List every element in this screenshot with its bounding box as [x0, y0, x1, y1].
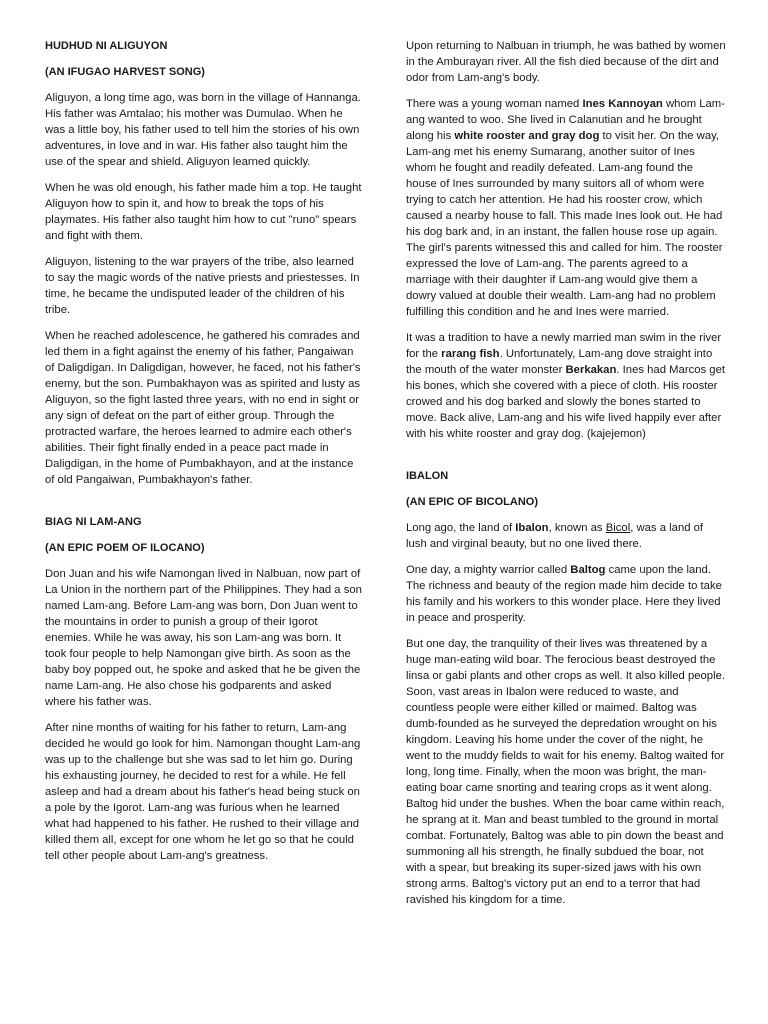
biag-paragraph-1: Don Juan and his wife Namongan lived in Nalbuan, now part of La Union in the northern part of the Philippines. They had a son named Lam-ang. Before Lam-ang was born, Don Juan went to the mountains in order to punish a group of their Igorot enemies. While he was away, his son Lam-ang was born. It took four people to help Namongan give birth. As soon as the baby boy popped out, he spoke and asked that he be given the name Lam-ang. He also chose his godparents and asked where his father was. [45, 568, 362, 708]
ibalon-paragraph-2: One day, a mighty warrior called Baltog came upon the land. The richness and beauty of the region made him decide to take his family and his workers to this wonder place. Here they lived in peace and prosperity. [406, 564, 722, 624]
right-column [406, 38, 726, 918]
hudhud-paragraph-2: When he was old enough, his father made him a top. He taught Aliguyon how to spin it, and how to break the tops of his playmates. His father also taught him how to cut "runo" spears and fight with them. [45, 182, 362, 242]
bicol-link[interactable]: Bicol [605, 522, 631, 534]
biag-paragraph-2: After nine months of waiting for his father to return, Lam-ang decided he would go look for him. Namongan thought Lam-ang was up to the challenge but she was sad to let him go. During his exhausting journey, he decided to rest for a while. He fell asleep and had a dream about his father's head being stuck on a pole by the Igorot. Lam-ang was furious when he learned what had happened to his father. He rushed to their village and killed them all, except for one whom he let go so that he could tell other people about Lam-ang's greatness. [45, 722, 361, 862]
biag-subtitle: (AN EPIC POEM OF ILOCANO) [45, 542, 205, 554]
hudhud-paragraph-3: Aliguyon, listening to the war prayers of the tribe, also learned to say the magic words of the native priests and priestesses. In time, he became the undisputed leader of the children of his tribe. [45, 256, 360, 316]
ibalon-name: Ibalon [515, 522, 549, 534]
ibalon-paragraph-3: But one day, the tranquility of their lives was threatened by a huge man-eating wild boar. The ferocious beast destroyed the linsa or gabi plants and other crops as well. It also killed people. Soon, vast areas in Ibalon were reduced to waste, and countless people were either killed or maimed. Baltog was dumb-founded as he surveyed the depredation wrought on his kingdom. Leaving his home under the cover of the night, he went to the muddy fields to wait for his enemy. Baltog waited for long, long time. Finally, when the moon was bright, the man-eating boar came snorting and tearing crops as it went along. Baltog hid under the bushes. When the boar came within reach, he sprang at it. Man and beast tumbled to the ground in mortal combat. Fortunately, Baltog was able to pin down the beast and summoning all his strength, he finally subdued the boar, not with a spear, but breaking its super-sized jaws with his own strong arms. Baltog's victory put an end to a terror that had ravished his kingdom for a time. [406, 638, 726, 906]
biag-paragraph-5: It was a tradition to have a newly married man swim in the river for the rarang fish. Unfortunately, Lam-ang dove straight into the mouth of the water monster Berkakan. Ines had Marcos get his bones, which she covered with a piece of cloth. His rooster crowed and his dog barked and slowly the bones started to move. Back alive, Lam-ang and his wife lived happily ever after with his white rooster and gray dog. (kajejemon) [406, 332, 726, 440]
ibalon-title: IBALON [406, 470, 449, 482]
hudhud-paragraph-4: When he reached adolescence, he gathered his comrades and led them in a fight against the enemy of his father, Pangaiwan of Daligdigan. In Daligdigan, however, he faced, not his father's enemy, but the son. Pumbakhayon was as spirited and lusty as Aliguyon, so the fight lasted three years, with no end in sight or any sign of defeat on the part of either group. Through the protracted warfare, the heroes learned to admire each other's abilities. Their fight finally ended in a peace pact made in Daligdigan, in the home of Pumbakhayon, and at the instance of old Pangaiwan, Pumbakhayon's father. [45, 330, 361, 486]
biag-paragraph-4: There was a young woman named Ines Kannoyan whom Lam-ang wanted to woo. She lived in Calanutian and he brought along his white rooster and gray dog to visit her. On the way, Lam-ang met his enemy Sumarang, another suitor of Ines whom he fought and readily defeated. Lam-ang found the house of Ines surrounded by many suitors all of whom were trying to catch her attention. He had his rooster crow, which caused a nearby house to fall. This made Ines look out. He had his dog bark and, in an instant, the fallen house rose up again. The girl's parents witnessed this and called for him. The rooster expressed the love of Lam-ang. The parents agreed to a marriage with their daughter if Lam-ang would give them a dowry valued at double their wealth. Lam-ang had no problem fulfilling this condition and he and Ines were married. [406, 98, 725, 318]
hudhud-paragraph-1: Aliguyon, a long time ago, was born in the village of Hannanga. His father was Amtalao; his mother was Dumulao. When he was a little boy, his father used to tell him the stories of his own adventures, in love and in war. His father also taught him the use of the spear and shield. Aliguyon learned quickly. [45, 92, 361, 168]
ines-name: Ines Kannoyan [582, 98, 663, 110]
berkakan: Berkakan [565, 364, 617, 376]
biag-paragraph-3: Upon returning to Nalbuan in triumph, he was bathed by women in the Amburayan river. All the fish died because of the dirt and odor from Lam-ang's body. [406, 40, 726, 84]
ibalon-paragraph-1: Long ago, the land of Ibalon, known as Bicol, was a land of lush and virginal beauty, but no one lived there. [406, 522, 704, 550]
rooster-dog: white rooster and gray dog [454, 130, 600, 142]
hudhud-title: HUDHUD NI ALIGUYON [45, 40, 168, 52]
ibalon-subtitle: (AN EPIC OF BICOLANO) [406, 496, 538, 508]
rarang-fish: rarang fish [441, 348, 500, 360]
left-column [45, 38, 365, 874]
biag-title: BIAG NI LAM-ANG [45, 516, 142, 528]
baltog-name: Baltog [570, 564, 606, 576]
hudhud-subtitle: (AN IFUGAO HARVEST SONG) [45, 66, 205, 78]
